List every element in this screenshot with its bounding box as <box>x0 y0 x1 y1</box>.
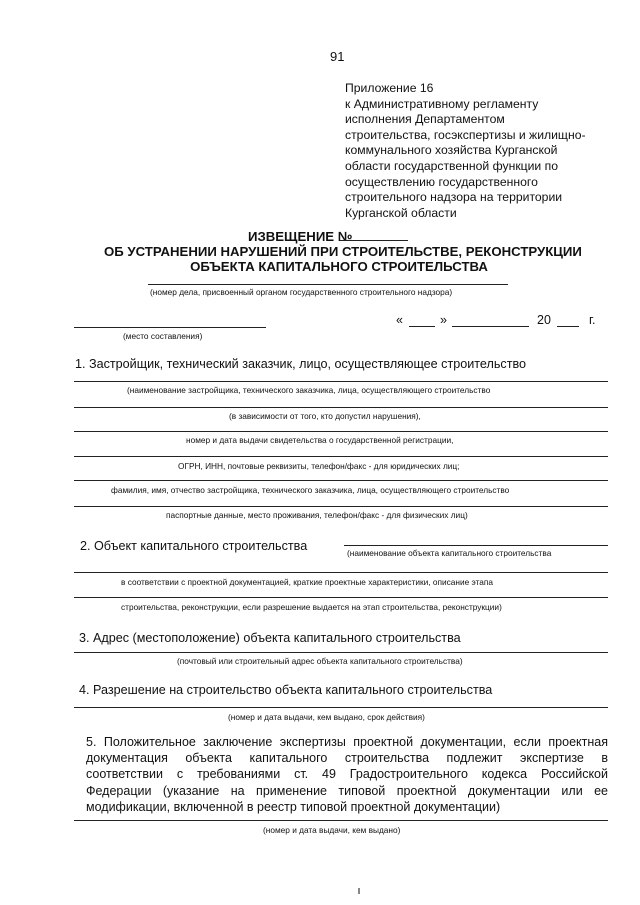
section1-field-4[interactable] <box>74 456 608 457</box>
section4-caption: (номер и дата выдачи, кем выдано, срок действия) <box>228 712 425 722</box>
notice-subtitle: ОБ УСТРАНЕНИИ НАРУШЕНИЙ ПРИ СТРОИТЕЛЬСТВЕ, РЕКОНСТРУКЦИИ <box>104 244 582 259</box>
notice-subtitle-2: ОБЪЕКТА КАПИТАЛЬНОГО СТРОИТЕЛЬСТВА <box>190 259 488 274</box>
appendix-block <box>345 81 586 221</box>
section2-caption-1: (наименование объекта капитального строительства <box>347 548 552 558</box>
place-caption: (место составления) <box>123 331 203 341</box>
notice-number-field[interactable] <box>340 240 408 241</box>
section5-field[interactable] <box>74 820 608 821</box>
section5-line: соответствии с требованиями ст. 49 Градостроительного кодекса Российской <box>86 767 608 782</box>
case-number-field[interactable] <box>148 284 508 285</box>
appendix-line: осуществлению государственного <box>345 174 538 189</box>
appendix-line: строительного надзора на территории <box>345 190 563 205</box>
section5-line: Федерации (указание на применение типовой проектной документации или ее <box>86 783 608 798</box>
date-close-quote: » <box>440 313 447 327</box>
scan-speck <box>358 888 360 894</box>
section1-caption-2: (в зависимости от того, кто допустил нарушения), <box>229 411 421 421</box>
place-field[interactable] <box>74 327 266 328</box>
section5-caption: (номер и дата выдачи, кем выдано) <box>263 825 401 835</box>
section2-field-2[interactable] <box>74 572 608 573</box>
section1-field-6[interactable] <box>74 506 608 507</box>
date-open-quote: « <box>396 313 403 327</box>
section1-caption-4: ОГРН, ИНН, почтовые реквизиты, телефон/факс - для юридических лиц; <box>178 461 460 471</box>
date-day-field[interactable] <box>409 326 435 327</box>
section1-field-3[interactable] <box>74 431 608 432</box>
date-year-suffix: г. <box>589 313 596 327</box>
date-year-prefix: 20 <box>537 313 551 327</box>
appendix-line: к Административному регламенту <box>345 96 539 111</box>
section2-field-3[interactable] <box>74 597 608 598</box>
section4-heading: 4. Разрешение на строительство объекта капитального строительства <box>79 683 493 697</box>
case-number-caption: (номер дела, присвоенный органом государственного строительного надзора) <box>150 287 453 297</box>
appendix-line: коммунального хозяйства Курганской <box>345 143 558 158</box>
section3-heading: 3. Адрес (местоположение) объекта капитального строительства <box>79 631 461 645</box>
section4-field[interactable] <box>74 707 608 708</box>
appendix-line: области государственной функции по <box>345 158 559 173</box>
section2-heading: 2. Объект капитального строительства <box>80 539 308 553</box>
notice-title: ИЗВЕЩЕНИЕ № <box>248 229 353 244</box>
section1-caption-3: номер и дата выдачи свидетельства о государственной регистрации, <box>186 435 454 445</box>
appendix-line: Курганской области <box>345 205 457 220</box>
date-year-field[interactable] <box>557 326 579 327</box>
section5-line: модификации, включенной в реестр типовой проектной документации) <box>86 799 501 814</box>
section1-caption-1: (наименование застройщика, технического заказчика, лица, осуществляющего строительство <box>127 385 491 395</box>
section5-line: 5. Положительное заключение экспертизы проектной документации, если проектная <box>86 735 608 749</box>
section1-caption-5: фамилия, имя, отчество застройщика, технического заказчика, лица, осуществляющего строительство <box>111 485 510 495</box>
section1-field-2[interactable] <box>74 407 608 408</box>
section1-field-5[interactable] <box>74 480 608 481</box>
appendix-line: Приложение 16 <box>345 81 434 95</box>
section2-caption-2: в соответствии с проектной документацией, краткие проектные характеристики, описание этапа <box>121 577 493 587</box>
section5-paragraph <box>86 734 608 815</box>
section3-caption: (почтовый или строительный адрес объекта капитального строительства) <box>177 656 463 666</box>
page-number: 91 <box>330 49 345 64</box>
date-month-field[interactable] <box>452 326 529 327</box>
section1-caption-6: паспортные данные, место проживания, телефон/факс - для физических лиц) <box>166 510 468 520</box>
appendix-line: строительства, госэкспертизы и жилищно- <box>345 127 586 142</box>
section2-field-1[interactable] <box>344 545 608 546</box>
section5-line: документация объекта капитального строительства подлежит экспертизе в <box>86 751 608 766</box>
section2-caption-3: строительства, реконструкции, если разрешение выдается на этап строительства, реконструкции) <box>121 602 502 612</box>
appendix-line: исполнения Департаментом <box>345 112 505 127</box>
section1-field-1[interactable] <box>74 381 608 382</box>
section3-field[interactable] <box>74 652 608 653</box>
section1-heading: 1. Застройщик, технический заказчик, лицо, осуществляющее строительство <box>75 357 527 371</box>
